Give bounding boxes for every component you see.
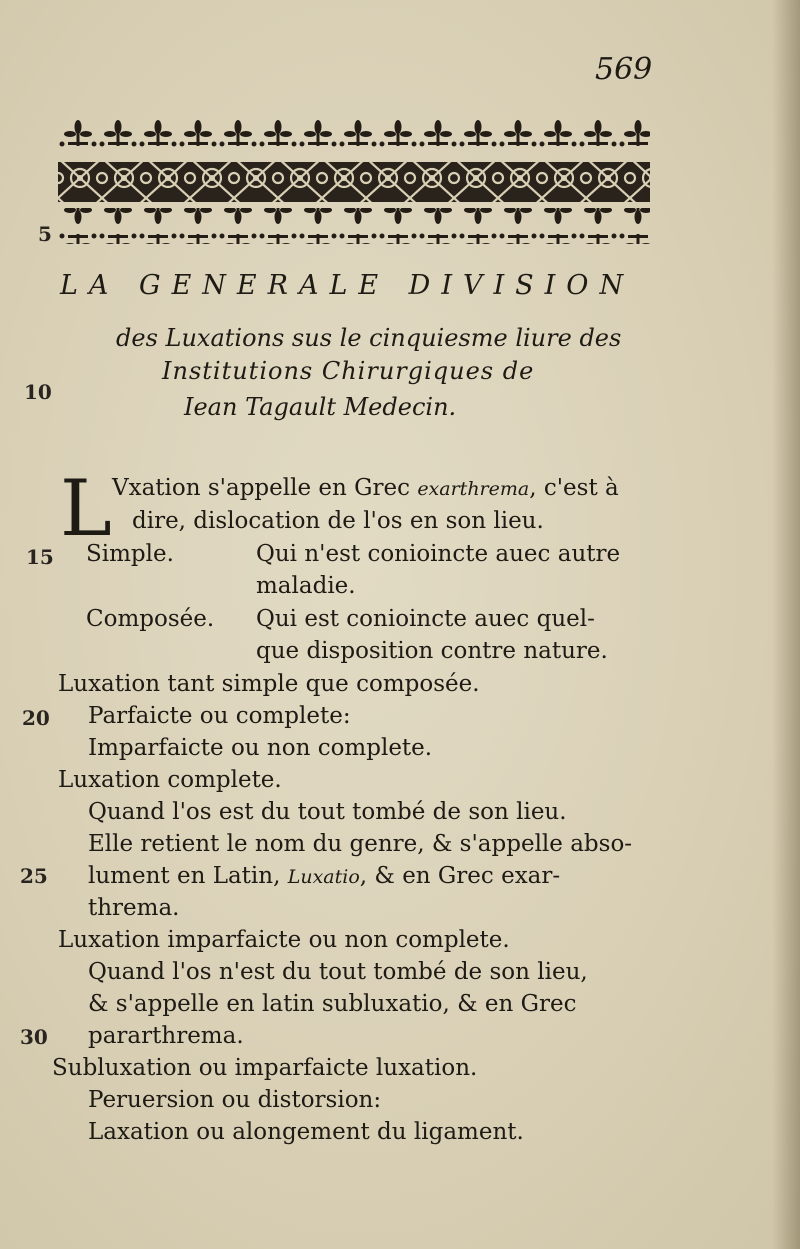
text-line: Luxation complete. — [58, 767, 282, 793]
margin-number-20: 20 — [22, 706, 50, 730]
composee-term: Composée. — [86, 606, 215, 632]
composee-definition-2: que disposition contre nature. — [256, 638, 608, 664]
margin-number-25: 25 — [20, 864, 48, 888]
margin-number-5: 5 — [38, 222, 52, 246]
intro-line-1-greek-term: exarthrema — [417, 478, 530, 500]
text-line: Luxation tant simple que composée. — [58, 671, 480, 697]
title-line-3: Institutions Chirurgiques de — [162, 357, 535, 385]
intro-line-1 — [112, 474, 619, 503]
intro-line-1-text: Vxation s'appelle en Grec — [112, 475, 418, 501]
text-line: Imparfaicte ou non complete. — [88, 735, 433, 761]
latin-term: Luxatio — [287, 866, 360, 888]
text-line: Laxation ou alongement du ligament. — [88, 1119, 524, 1145]
simple-definition-1: Qui n'est conioincte auec autre — [256, 541, 621, 567]
text-line: Luxation imparfaicte ou non complete. — [58, 927, 510, 953]
text-line — [88, 862, 560, 891]
simple-term: Simple. — [86, 541, 174, 567]
text-line: threma. — [88, 895, 180, 921]
text-line: Subluxation ou imparfaicte luxation. — [52, 1055, 478, 1081]
text-line: Peruersion ou distorsion: — [88, 1087, 382, 1113]
text-line: Quand l'os n'est du tout tombé de son lieu, — [88, 959, 588, 985]
intro-line-2: dire, dislocation de l'os en son lieu. — [132, 508, 544, 534]
simple-definition-2: maladie. — [256, 573, 356, 599]
page-number: 569 — [595, 52, 653, 87]
intro-line-1-end: , c'est à — [529, 475, 619, 501]
page-edge-shadow — [772, 0, 800, 1249]
text-line: Elle retient le nom du genre, & s'appelle abso- — [88, 831, 633, 857]
margin-number-10: 10 — [24, 380, 52, 404]
title-line-4: Iean Tagault Medecin. — [184, 393, 457, 421]
text-line: & s'appelle en latin subluxatio, & en Grec — [88, 991, 577, 1017]
text-line: Parfaicte ou complete: — [88, 703, 351, 729]
title-line-1: LA GENERALE DIVISION — [60, 270, 635, 301]
margin-number-30: 30 — [20, 1025, 48, 1049]
composee-definition-1: Qui est conioincte auec quel- — [256, 606, 595, 632]
margin-number-15: 15 — [26, 545, 54, 569]
title-line-2: des Luxations sus le cinquiesme liure des — [116, 324, 622, 352]
decorative-ornament-band — [58, 118, 650, 246]
text-line: pararthrema. — [88, 1023, 244, 1049]
text-line-part: lument en Latin, — [88, 863, 288, 889]
drop-cap: L — [60, 464, 112, 554]
text-line: Quand l'os est du tout tombé de son lieu. — [88, 799, 567, 825]
text-line-part: , & en Grec exar- — [359, 863, 561, 889]
